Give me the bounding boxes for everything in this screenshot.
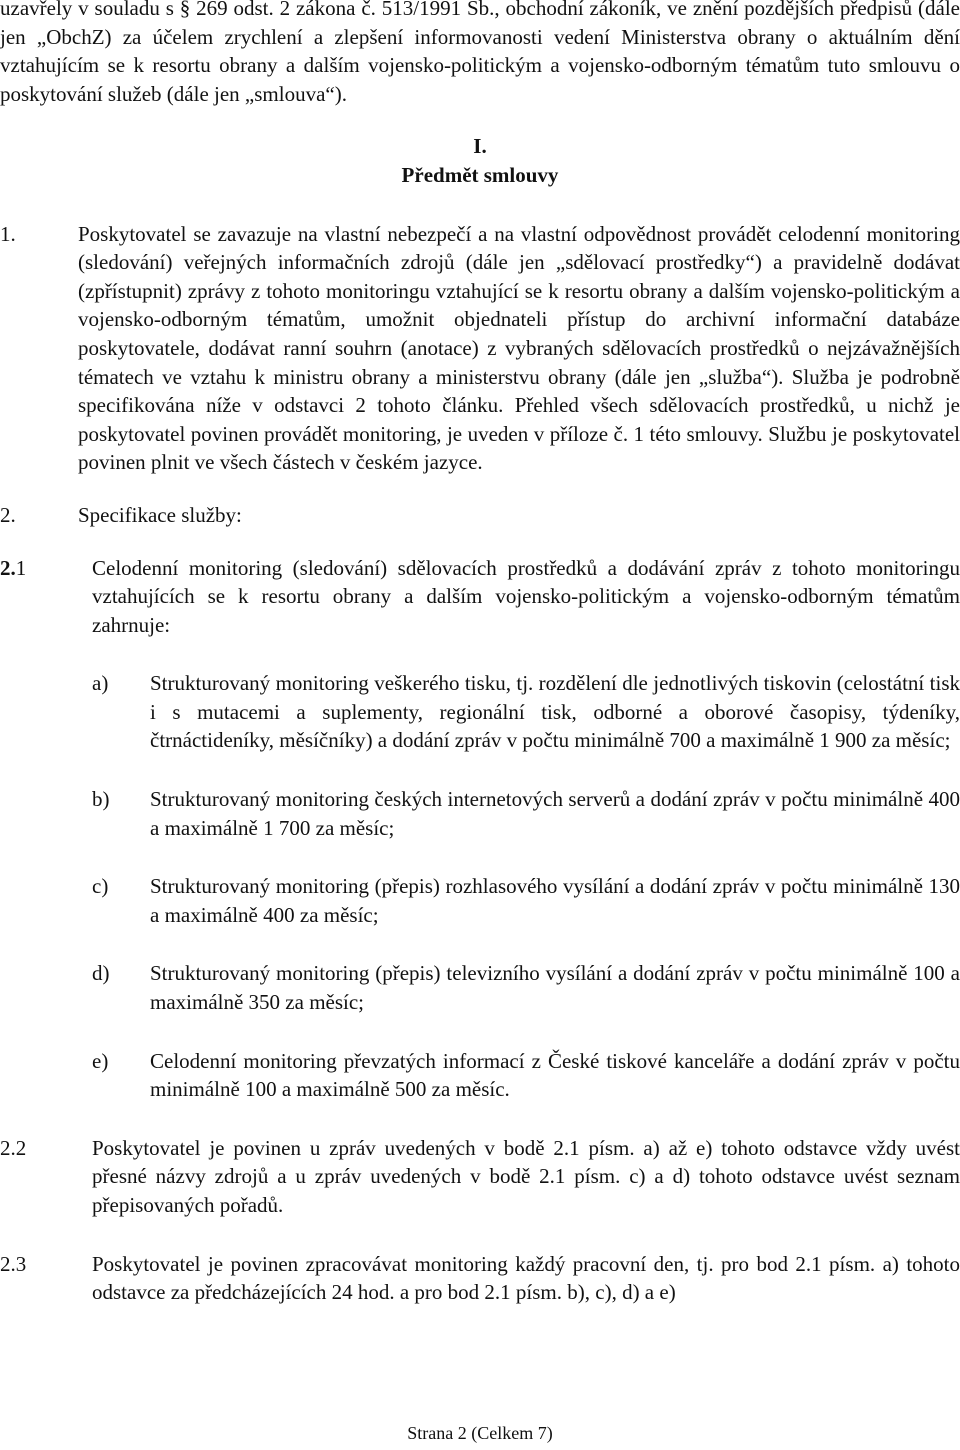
list-item-a [0, 669, 960, 755]
list-item-d-text: Strukturovaný monitoring (přepis) televizního vysílání a dodání zpráv v počtu minimálně 100 a maximálně 350 za měsíc; [150, 961, 960, 1015]
section-title: Předmět smlouvy [401, 162, 559, 187]
subclause-2-3 [0, 1250, 960, 1307]
list-item-c-label: c) [92, 874, 109, 899]
subclause-2-2-number: 2.2 [0, 1135, 27, 1160]
subclause-2-2 [0, 1134, 960, 1220]
clause-1-number: 1. [0, 221, 16, 246]
section-number: I. [473, 134, 487, 159]
subclause-2-2-text: Poskytovatel je povinen u zpráv uvedených v bodě 2.1 písm. a) až e) tohoto odstavce vždy uvést přesné názvy zdrojů a u zpráv uvedených v bodě 2.1 písm. c) a d) tohoto odstavce uvést seznam přepisovaných pořadů. [92, 1135, 960, 1217]
list-item-c-text: Strukturovaný monitoring (přepis) rozhlasového vysílání a dodání zpráv v počtu minimálně 130 a maximálně 400 za měsíc; [150, 874, 960, 927]
clause-2 [0, 501, 960, 530]
subclause-2-1-text: Celodenní monitoring (sledování) sdělovacích prostředků a dodávání zpráv z tohoto monitoringu vztahujících se k resortu obrany a dalším vojensko-politickým a vojensko-odborným tématům zahrnuje: [92, 555, 960, 637]
list-item-a-text: Strukturovaný monitoring veškerého tisku, tj. rozdělení dle jednotlivých tiskovin (celostátní tisk i s mutacemi a suplementy, regionální tisk, odborné a oborové časopisy, týdeníky, čtrnáctideníky, měsíčníky) a dodání zpráv v počtu minimálně 700 a maximálně 1 900 za měsíc; [150, 671, 960, 753]
list-item-a-label: a) [92, 671, 109, 696]
list-item-c [0, 872, 960, 929]
list-item-e [0, 1047, 960, 1104]
subclause-2-1 [0, 554, 960, 640]
list-item-b-label: b) [92, 787, 110, 812]
intro-paragraph: uzavřely v souladu s § 269 odst. 2 zákona č. 513/1991 Sb., obchodní zákoník, ve znění pozdějších předpisů (dále jen „ObchZ) za účelem zrychlení a zlepšení informovanosti vedení Ministerstva obrany o aktuálním dění vztahujícím se k resortu obrany a dalším vojensko-politickým a vojensko-odborným tématům tuto smlouvu o poskytování služeb (dále jen „smlouva“). [0, 0, 960, 106]
page-footer: Strana 2 (Celkem 7) [407, 1423, 553, 1443]
clause-1 [0, 220, 960, 477]
clause-2-number: 2. [0, 502, 16, 527]
list-item-b-text: Strukturovaný monitoring českých internetových serverů a dodání zpráv v počtu minimálně 400 a maximálně 1 700 za měsíc; [150, 787, 960, 840]
subclause-2-1-number-minor: 1 [15, 555, 27, 580]
clause-2-text: Specifikace služby: [78, 502, 242, 527]
list-item-e-label: e) [92, 1048, 109, 1073]
subclause-2-1-number-major: 2. [0, 555, 16, 580]
subclause-2-3-number: 2.3 [0, 1251, 27, 1276]
list-item-d [0, 959, 960, 1016]
list-item-b [0, 785, 960, 842]
clause-1-text: Poskytovatel se zavazuje na vlastní nebezpečí a na vlastní odpovědnost provádět celodenní monitoring (sledování) veřejných informačních zdrojů (dále jen „sdělovací prostředky“) a pravidelně dodávat (zpřístupnit) zprávy z tohoto monitoringu vztahující se k resortu obrany a dalším vojensko-politickým a vojensko-odborným tématům, umožnit objednateli přístup do archivní informační databáze poskytovatele, dodávat ranní souhrn (anotace) z vybraných sdělovacích prostředků o nejzávažnějších tématech ve vztahu k ministru obrany a ministerstvu obrany (dále jen „služba“). Služba je podrobně specifikována níže v odstavci 2 tohoto článku. Přehled všech sdělovacích prostředků, u nichž je poskytovatel povinen provádět monitoring, je uveden v příloze č. 1 této smlouvy. Službu je poskytovatel povinen plnit ve všech částech v českém jazyce. [78, 221, 960, 475]
list-item-e-text: Celodenní monitoring převzatých informací z České tiskové kanceláře a dodání zpráv v počtu minimálně 100 a maximálně 500 za měsíc. [150, 1048, 960, 1102]
list-item-d-label: d) [92, 961, 110, 986]
subclause-2-1-number [0, 554, 26, 583]
subclause-2-3-text: Poskytovatel je povinen zpracovávat monitoring každý pracovní den, tj. pro bod 2.1 písm. a) tohoto odstavce za předcházejících 24 hod. a pro bod 2.1 písm. b), c), d) a e) [92, 1251, 960, 1305]
